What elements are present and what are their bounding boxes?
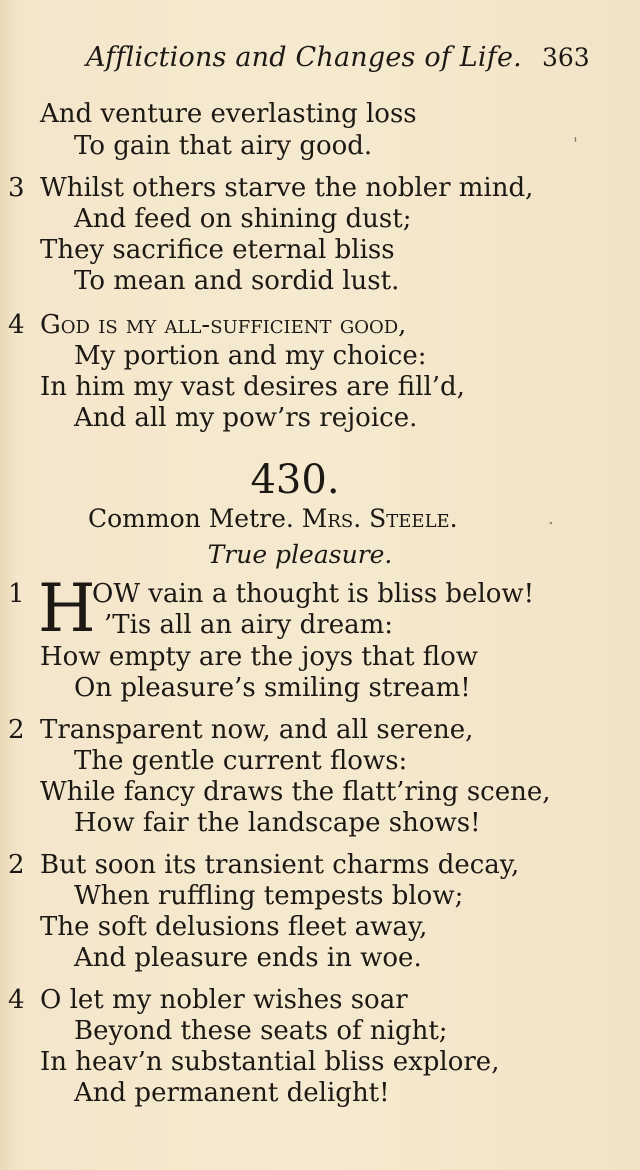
hymn-meter: Common Metre. [88, 504, 294, 533]
verse-line: God is my all-sufficient good, [40, 310, 407, 340]
verse-line: O let my nobler wishes soar [40, 985, 408, 1015]
verse-line: But soon its transient charms decay, [40, 850, 520, 880]
hymn-meter-author [88, 503, 458, 535]
verse-line: Transparent now, and all serene, [40, 715, 474, 745]
running-title: Afflictions and Changes of Life. [86, 42, 522, 73]
hymn-title: True pleasure. [207, 540, 393, 569]
stanza-number: 4 [8, 310, 25, 340]
verse-line: My portion and my choice: [74, 341, 427, 371]
verse-line: The gentle current flows: [74, 746, 408, 776]
stanza-number: 3 [8, 173, 25, 203]
verse-line: In heav’n substantial bliss explore, [40, 1047, 500, 1077]
verse-line: And feed on shining dust; [74, 204, 412, 234]
verse-line: Beyond these seats of night; [74, 1016, 448, 1046]
stanza-number: 4 [8, 985, 25, 1015]
drop-cap: H [38, 570, 96, 647]
stanza-number: 2 [8, 715, 25, 745]
verse-line: And venture everlasting loss [40, 99, 417, 129]
stanza-number: 2 [8, 850, 25, 880]
pencil-mark: ' [573, 134, 578, 155]
verse-line: OW vain a thought is bliss below! [92, 579, 535, 609]
hymn-number: 430. [250, 457, 340, 503]
verse-line: ’Tis all an airy dream: [104, 610, 394, 640]
verse-line: They sacrifice eternal bliss [40, 235, 395, 265]
verse-line: And all my pow’rs rejoice. [74, 403, 418, 433]
verse-line: In him my vast desires are fill’d, [40, 372, 465, 402]
verse-line: And pleasure ends in woe. [74, 943, 422, 973]
page-number: 363 [542, 43, 590, 72]
verse-line: And permanent delight! [74, 1078, 390, 1108]
verse-line: How empty are the joys that flow [40, 642, 479, 672]
stanza-number: 1 [8, 579, 25, 609]
verse-line: How fair the landscape shows! [74, 808, 481, 838]
verse-line: To mean and sordid lust. [74, 266, 400, 296]
verse-line: When ruffling tempests blow; [74, 881, 464, 911]
verse-line: The soft delusions fleet away, [40, 912, 428, 942]
pencil-mark: . [548, 508, 554, 529]
verse-line: While fancy draws the flatt’ring scene, [40, 777, 551, 807]
verse-line: On pleasure’s smiling stream! [74, 673, 471, 703]
hymn-author: Mrs. Steele. [301, 504, 458, 533]
page-header [0, 42, 640, 82]
verse-line: To gain that airy good. [74, 131, 373, 161]
verse-line: Whilst others starve the nobler mind, [40, 173, 534, 203]
